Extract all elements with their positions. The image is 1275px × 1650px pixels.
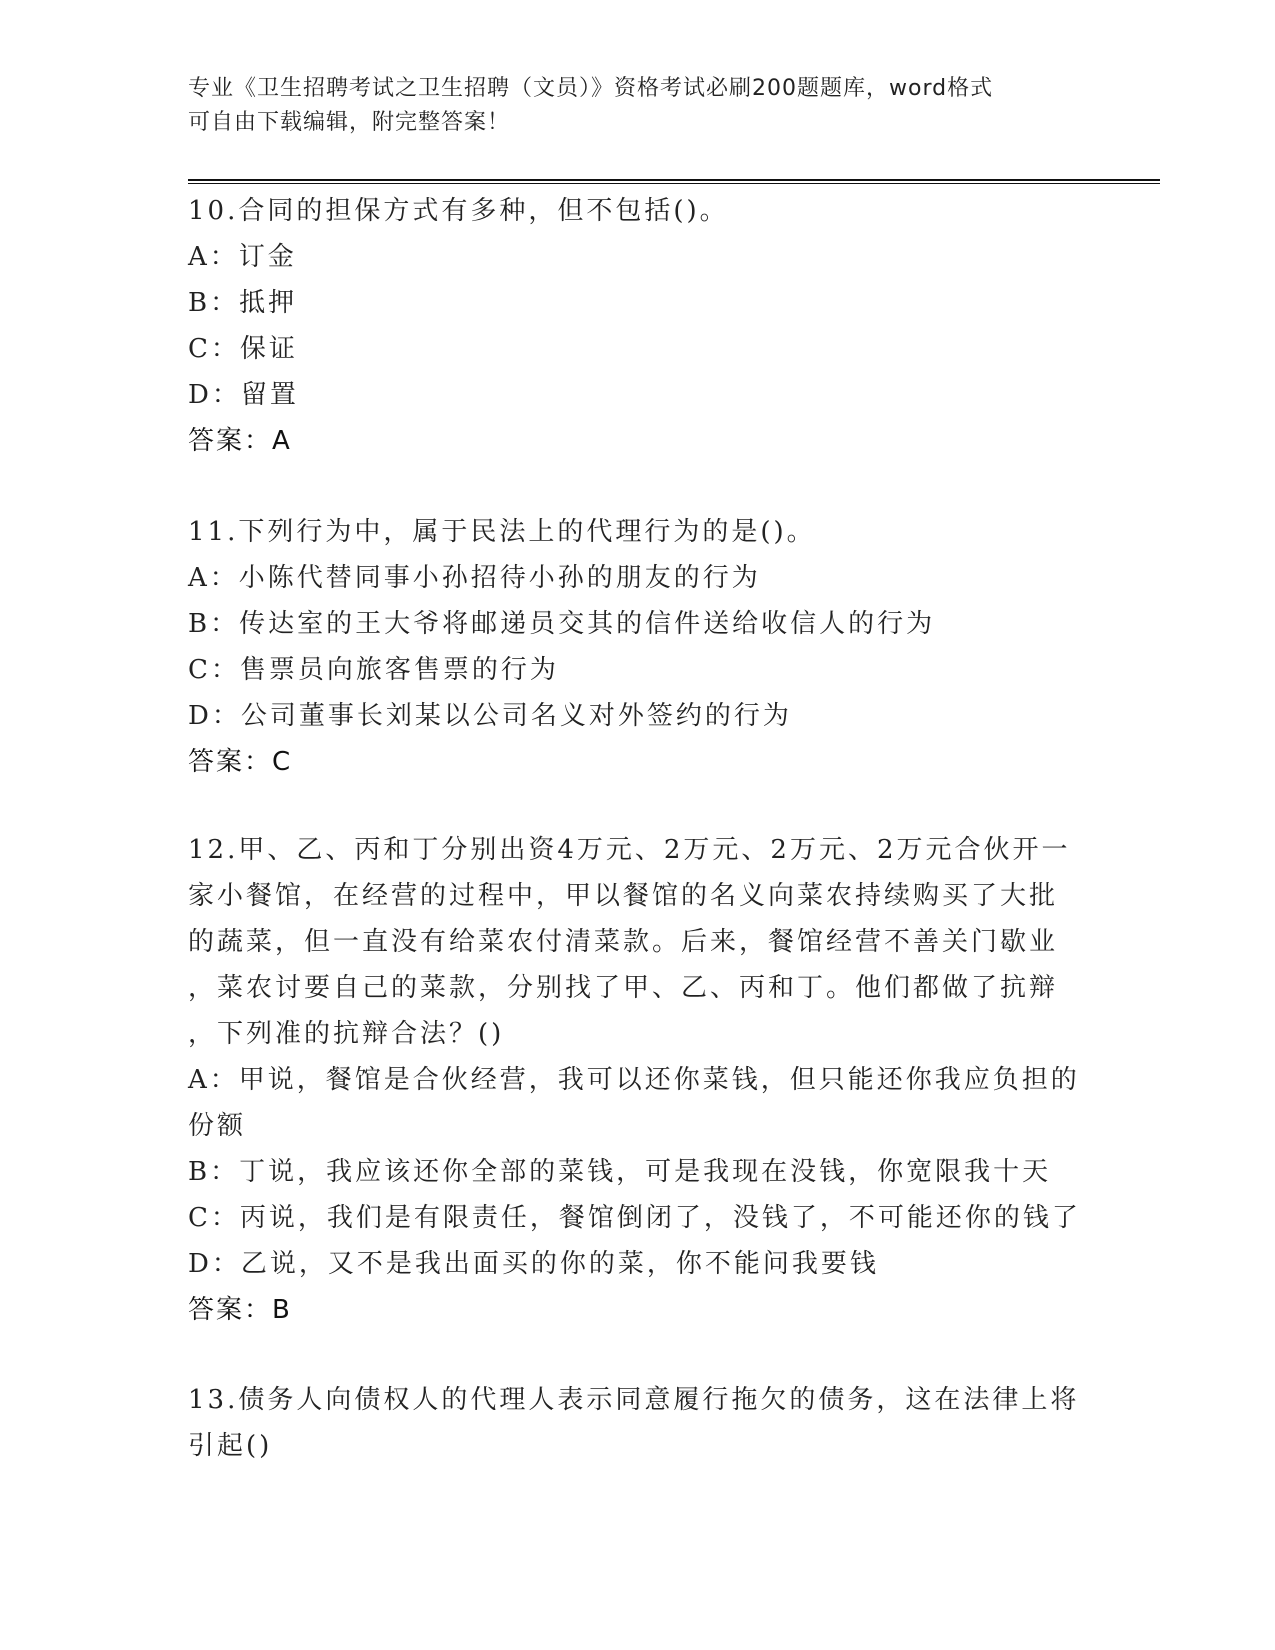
option-a: A：甲说，餐馆是合伙经营，我可以还你菜钱，但只能还你我应负担的 <box>188 1065 1080 1095</box>
document-header <box>188 72 1088 140</box>
question-stem: 10.合同的担保方式有多种，但不包括()。 <box>188 196 729 226</box>
option-a-continued: 份额 <box>188 1111 247 1141</box>
option-a: A：订金 <box>188 242 297 272</box>
question-10 <box>188 188 1088 464</box>
option-c: C：保证 <box>188 334 298 364</box>
question-stem-line-1: 12.甲、乙、丙和丁分别出资4万元、2万元、2万元、2万元合伙开一 <box>188 835 1071 865</box>
question-stem-line-5: ，下列准的抗辩合法？() <box>188 1019 505 1049</box>
question-stem: 11.下列行为中，属于民法上的代理行为的是()。 <box>188 517 816 547</box>
option-a: A：小陈代替同事小孙招待小孙的朋友的行为 <box>188 563 761 593</box>
answer: 答案：B <box>188 1295 292 1325</box>
option-b: B：抵押 <box>188 288 298 318</box>
question-12 <box>188 827 1088 1333</box>
header-divider-thin <box>188 183 1160 184</box>
question-stem-line-1: 13.债务人向债权人的代理人表示同意履行拖欠的债务，这在法律上将 <box>188 1385 1080 1415</box>
question-11 <box>188 509 1088 785</box>
header-divider <box>188 179 1160 181</box>
question-stem-line-2: 引起() <box>188 1431 273 1461</box>
option-c: C：丙说，我们是有限责任，餐馆倒闭了，没钱了，不可能还你的钱了 <box>188 1203 1081 1233</box>
answer: 答案：C <box>188 747 293 777</box>
question-13 <box>188 1377 1088 1469</box>
option-d: D：公司董事长刘某以公司名义对外签约的行为 <box>188 701 792 731</box>
answer: 答案：A <box>188 426 292 456</box>
question-stem-line-3: 的蔬菜，但一直没有给菜农付清菜款。后来，餐馆经营不善关门歇业 <box>188 927 1059 957</box>
option-b: B：传达室的王大爷将邮递员交其的信件送给收信人的行为 <box>188 609 936 639</box>
option-d: D：留置 <box>188 380 299 410</box>
question-stem-line-2: 家小餐馆，在经营的过程中，甲以餐馆的名义向菜农持续购买了大批 <box>188 881 1059 911</box>
option-b: B：丁说，我应该还你全部的菜钱，可是我现在没钱，你宽限我十天 <box>188 1157 1052 1187</box>
option-d: D：乙说，又不是我出面买的你的菜，你不能问我要钱 <box>188 1249 879 1279</box>
header-line-1: 专业《卫生招聘考试之卫生招聘（文员）》资格考试必刷200题题库，word格式 <box>188 76 994 101</box>
option-c: C：售票员向旅客售票的行为 <box>188 655 559 685</box>
question-stem-line-4: ，菜农讨要自己的菜款，分别找了甲、乙、丙和丁。他们都做了抗辩 <box>188 973 1059 1003</box>
header-line-2: 可自由下载编辑，附完整答案！ <box>188 110 511 135</box>
